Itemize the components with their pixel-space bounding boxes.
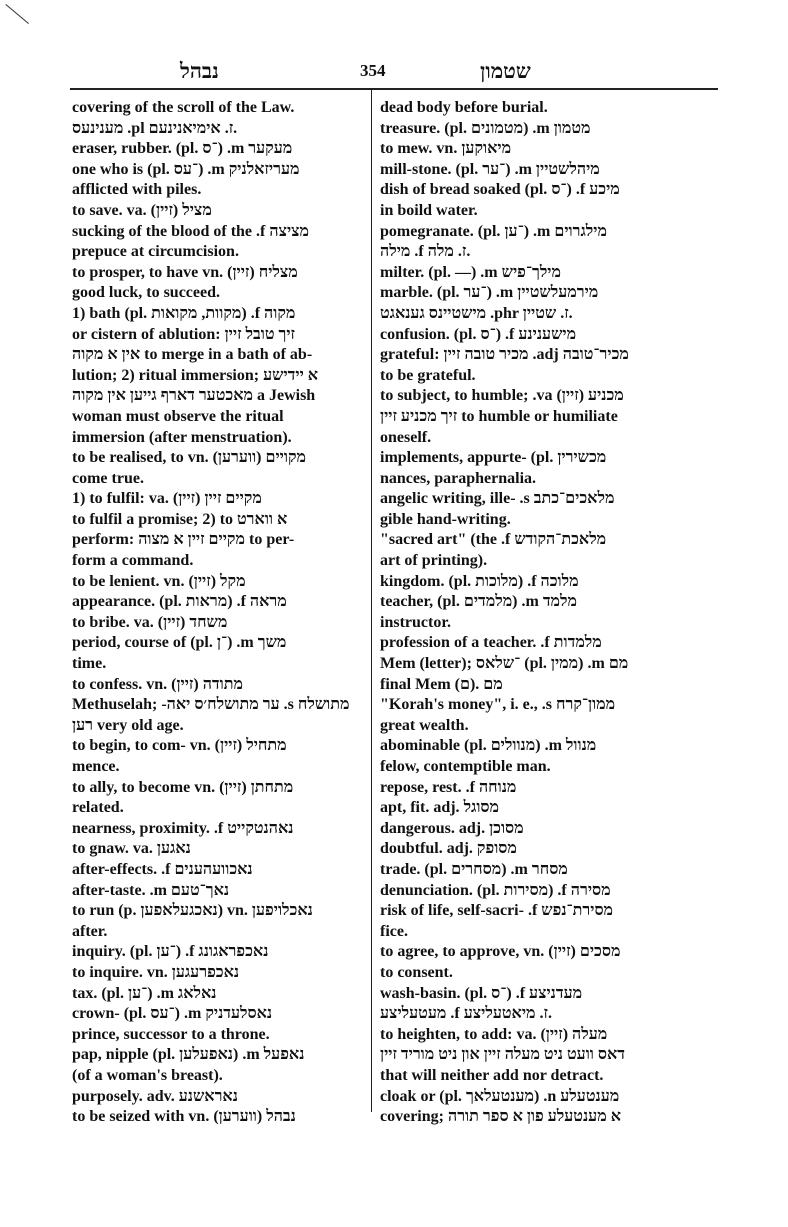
entry-line: mill-stone. (pl. ־ער) .m מיהלשטיין xyxy=(380,160,600,178)
entry-line: to inquire. vn. נאכפרעגען xyxy=(72,963,240,981)
entry-line: to be lenient. vn. (זיין) מקל xyxy=(72,572,246,590)
entry-line: covering of the scroll of the Law. xyxy=(72,99,295,116)
entry-line: abominable (pl. מנוולים) .m מנוול xyxy=(380,737,597,755)
entry-line: crown- (pl. ־עס) .m נאסלעדניק xyxy=(72,1005,273,1023)
entry-line: final Mem (ם). מם xyxy=(380,675,503,693)
entry-line: to be grateful. xyxy=(380,366,476,384)
column-divider xyxy=(371,90,372,1112)
entry-line: to be realised, to vn. (ווערען) מקויים xyxy=(72,449,306,467)
entry-line: to begin, to com- vn. (זיין) מתחיל xyxy=(72,737,287,755)
entry-line: wash-basin. (pl. ־ס) .f מעדניצע xyxy=(380,984,583,1002)
entry-line: one who is (pl. ־עס) .m מעריזאלניק xyxy=(72,160,300,178)
entry-line: מענינעס .pl ז. אימיאנינעם. xyxy=(72,119,238,137)
entry-line: to ally, to become vn. (זיין) מתחתן xyxy=(72,778,294,796)
entry-line: related. xyxy=(72,799,124,817)
entry-line: after-effects. .f נאכוועהענים xyxy=(72,860,253,878)
entry-line: mence. xyxy=(72,758,120,775)
entry-line: cloak or (pl. מענטעלאך) .n מענטעלע xyxy=(380,1087,620,1105)
entry-line: pomegranate. (pl. ־ען) .m מילגרוים xyxy=(380,222,607,240)
entry-line: covering; א מענטעלע פון א ספר תורה xyxy=(380,1108,621,1126)
entry-line: in boild water. xyxy=(380,201,478,219)
header-rule xyxy=(70,88,718,90)
entry-line: "Korah's money", i. e., .s ממון־קרח xyxy=(380,696,616,714)
entry-line: "sacred art" (the .f מלאכת־הקודש xyxy=(380,531,607,549)
header-right-guideword: שטמון xyxy=(480,59,531,83)
entry-line: nearness, proximity. .f נאהנטקייט xyxy=(72,819,294,837)
entry-line: to bribe. va. (זיין) משחד xyxy=(72,613,228,631)
entry-line: art of printing). xyxy=(380,552,488,570)
entry-line: repose, rest. .f מנוחה xyxy=(380,778,517,796)
entry-line: after. xyxy=(72,922,108,940)
entry-line: confusion. (pl. ־ס) .f מישענינע xyxy=(380,325,577,343)
entry-line: apt, fit. adj. מסוגל xyxy=(380,799,500,817)
entry-line: instructor. xyxy=(380,613,451,631)
entry-line: gible hand-writing. xyxy=(380,510,511,528)
entry-line: form a command. xyxy=(72,552,194,570)
entry-line: to consent. xyxy=(380,963,453,981)
entry-line: good luck, to succeed. xyxy=(72,284,220,302)
entry-line: immersion (after menstruation). xyxy=(72,428,292,446)
entry-line: prepuce at circumcision. xyxy=(72,243,239,261)
entry-line: felow, contemptible man. xyxy=(380,758,551,775)
entry-line: (of a woman's breast). xyxy=(72,1066,223,1084)
entry-line: profession of a teacher. .f מלמדות xyxy=(380,634,602,652)
entry-line: oneself. xyxy=(380,428,432,446)
entry-line: time. xyxy=(72,655,107,673)
entry-line: pap, nipple (pl. נאפעלען) .m נאפעל xyxy=(72,1046,305,1064)
entry-line: implements, appurte- (pl. מכשירין xyxy=(380,449,607,467)
entry-line: to subject, to humble; .va (זיין) מכניע xyxy=(380,387,624,405)
entry-line: Mem (letter); ־שלאס (pl. ממין) .m מם xyxy=(380,655,629,673)
entry-line: marble. (pl. ־ער) .m מירמעלשטיין xyxy=(380,284,599,302)
entry-line: Methuselah; -ער מתושלח׳ס יאה .s מתושלח xyxy=(72,696,350,714)
entry-line: afflicted with piles. xyxy=(72,181,202,199)
entry-line: דאס וועט ניט מעלה זיין און ניט מוריד זיין xyxy=(380,1046,625,1064)
entry-line: eraser, rubber. (pl. ־ס) .m מעקער xyxy=(72,140,293,158)
entry-line: risk of life, self-sacri- .f מסירת־נפש xyxy=(380,902,614,920)
entry-line: אין א מקוה to merge in a bath of ab- xyxy=(72,346,313,364)
entry-line: great wealth. xyxy=(380,716,469,734)
entry-line: tax. (pl. ־ען) .m נאלאג xyxy=(72,984,217,1002)
entry-line: kingdom. (pl. מלוכות) .f מלוכה xyxy=(380,572,579,590)
entry-line: or cistern of ablution: זיך טובל זיין xyxy=(72,325,295,343)
entry-line: come true. xyxy=(72,469,144,487)
entry-line: lution; 2) ritual immersion; א יידישע xyxy=(72,366,319,384)
entry-line: treasure. (pl. מטמונים) .m מטמון xyxy=(380,119,591,137)
entry-line: dead body before burial. xyxy=(380,99,548,116)
entry-line: denunciation. (pl. מסירות) .f מסירה xyxy=(380,881,611,899)
entry-line: woman must observe the ritual xyxy=(72,407,284,425)
entry-line: perform: מקיים זיין א מצוה to per- xyxy=(72,531,295,549)
right-column xyxy=(380,98,686,1128)
entry-line: to heighten, to add: va. (זיין) מעלה xyxy=(380,1025,608,1043)
entry-line: מישטיינס גענאגט .phr ז. שטיין. xyxy=(380,304,573,322)
left-column xyxy=(72,98,368,1128)
entry-line: מעטעליצע .f ז. מיאטעליצע. xyxy=(380,1005,552,1023)
entry-line: angelic writing, ille- .s מלאכים־כתב xyxy=(380,490,615,508)
entry-line: מאכטער דארף גייען אין מקוה a Jewish xyxy=(72,387,316,405)
entry-line: grateful: מכיר טובה זיין .adj מכיר־טובה xyxy=(380,346,629,364)
entry-line: purposely. adv. נאראשנע xyxy=(72,1087,238,1105)
entry-line: doubtful. adj. מסופק xyxy=(380,840,517,858)
entry-line: dangerous. adj. מסוכן xyxy=(380,819,524,837)
entry-line: trade. (pl. מסחרים) .m מסחר xyxy=(380,860,568,878)
entry-line: fice. xyxy=(380,922,408,940)
entry-line: teacher, (pl. מלמדים) .m מלמד xyxy=(380,593,577,611)
entry-line: to gnaw. va. נאגען xyxy=(72,840,191,858)
entry-line: to run (p. נאכגעלאפען) vn. נאכלויפען xyxy=(72,902,313,920)
entry-line: prince, successor to a throne. xyxy=(72,1025,270,1043)
entry-line: 1) bath (pl. מקוות, מקואות) .f מקוה xyxy=(72,304,296,322)
entry-line: to mew. vn. מיאוקען xyxy=(380,140,512,158)
entry-line: to agree, to approve, vn. (זיין) מסכים xyxy=(380,943,621,961)
entry-line: sucking of the blood of the .f מציצה xyxy=(72,222,310,240)
entry-line: רען very old age. xyxy=(72,716,184,734)
entry-line: after-taste. .m נאך־טעם xyxy=(72,881,230,899)
entry-line: to be seized with vn. (ווערען) נבהל xyxy=(72,1108,296,1126)
entry-line: to save. va. (זיין) מציל xyxy=(72,201,212,219)
entry-line: milter. (pl. —) .m מילך־פיש xyxy=(380,263,561,281)
entry-line: to confess. vn. (זיין) מתודה xyxy=(72,675,243,693)
entry-line: inquiry. (pl. ־ען) .f נאכפראגונג xyxy=(72,943,269,961)
entry-line: מילה .f ז. מלה. xyxy=(380,243,471,261)
entry-line: to fulfil a promise; 2) to א ווארט xyxy=(72,510,288,528)
scan-mark xyxy=(5,4,29,24)
entry-line: appearance. (pl. מראות) .f מראה xyxy=(72,593,287,611)
page-header xyxy=(70,58,720,84)
entry-line: 1) to fulfil: va. (זיין) מקיים זיין xyxy=(72,490,262,508)
entry-line: nances, paraphernalia. xyxy=(380,469,537,487)
entry-line: that will neither add nor detract. xyxy=(380,1066,604,1084)
entry-line: זיך מכניע זיין to humble or humiliate xyxy=(380,407,618,425)
entry-line: to prosper, to have vn. (זיין) מצליח xyxy=(72,263,298,281)
entry-line: dish of bread soaked (pl. ־ס) .f מיכע xyxy=(380,181,620,199)
header-left-guideword: נבהל xyxy=(180,59,219,83)
entry-line: period, course of (pl. ־ן) .m משך xyxy=(72,634,287,652)
page-number: 354 xyxy=(360,61,386,80)
